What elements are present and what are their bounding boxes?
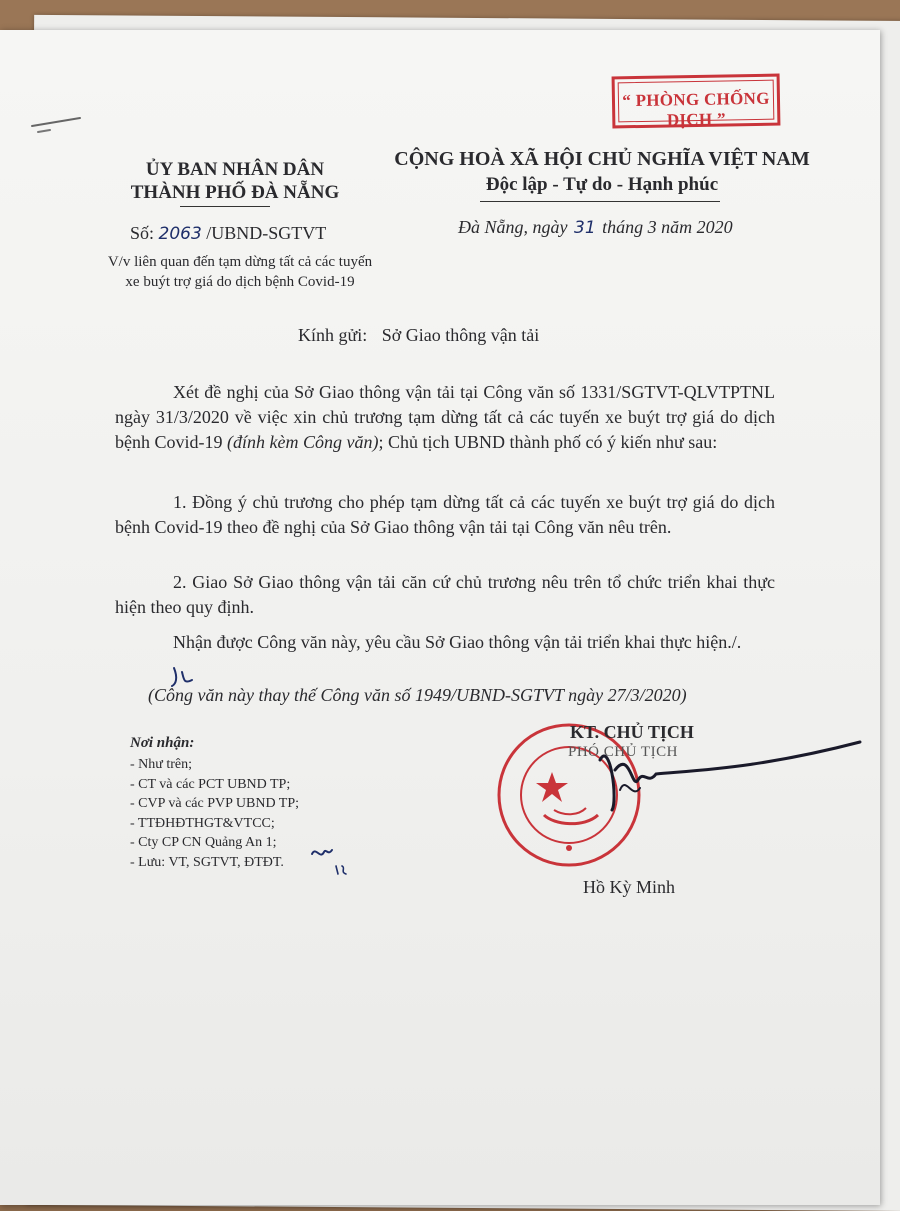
handwritten-signature	[560, 730, 870, 820]
recipient-item: - CVP và các PVP UBND TP;	[130, 796, 300, 811]
org-underline	[180, 206, 270, 207]
body-paragraph-1	[115, 380, 775, 455]
pencil-scratch-mark	[20, 108, 110, 138]
org-line-2: THÀNH PHỐ ĐÀ NẴNG	[130, 182, 340, 203]
subject-summary	[95, 252, 385, 292]
greeting-label: Kính gửi:	[298, 325, 368, 345]
body-closing: Nhận được Công văn này, yêu cầu Sở Giao thông vận tải triển khai thực hiện./.	[173, 632, 742, 652]
subject-line-1: V/v liên quan đến tạm dừng tất cả các tuyến	[107, 254, 373, 270]
recipient-item: - Như trên;	[130, 757, 193, 772]
greeting-recipient: Sở Giao thông vận tải	[381, 325, 540, 345]
issuing-organization	[100, 158, 370, 204]
signature-title-2: PHÓ CHỦ TỊCH	[568, 744, 678, 760]
place-date	[458, 217, 733, 238]
para1-text: Xét đề nghị của Sở Giao thông vận tải tại Công văn số 1331/SGTVT-QLVTPTNL ngày 31/3/2020 về việc xin chủ trương tạm dừng tất cả các tuyến xe buýt trợ giá do dịch bệnh Covid-19	[115, 382, 775, 452]
greeting	[298, 325, 539, 346]
recipient-item: - Lưu: VT, SGTVT, ĐTĐT.	[130, 854, 284, 870]
subject-line-2: xe buýt trợ giá do dịch bệnh Covid-19	[125, 274, 355, 290]
body-item-1: 1. Đồng ý chủ trương cho phép tạm dừng tất cả các tuyến xe buýt trợ giá do dịch bệnh Covid-19 theo đề nghị của Sở Giao thông vận tải tại Công văn nêu trên.	[115, 492, 775, 537]
para1-italic: (đính kèm Công văn)	[227, 432, 379, 452]
org-line-1: ỦY BAN NHÂN DÂN	[145, 159, 325, 180]
body-item-2: 2. Giao Sở Giao thông vận tải căn cứ chủ trương nêu trên tổ chức triển khai thực hiện theo quy định.	[115, 572, 775, 617]
recipients-title: Nơi nhận:	[130, 735, 195, 751]
nation-line-1: CỘNG HOÀ XÃ HỘI CHỦ NGHĨA VIỆT NAM	[394, 148, 810, 170]
place-date-suffix: tháng 3 năm 2020	[602, 217, 733, 237]
national-heading	[392, 146, 812, 198]
handwritten-initial-mark-2	[308, 840, 368, 885]
doc-number-prefix: Số:	[130, 223, 155, 243]
date-day-handwritten: 31	[574, 218, 596, 238]
nation-motto: Độc lập - Tự do - Hạnh phúc	[485, 174, 719, 195]
signature-title-1: KT. CHỦ TỊCH	[570, 722, 694, 742]
document-number	[130, 223, 326, 244]
para1-tail: ; Chủ tịch UBND thành phố có ý kiến như sau:	[378, 432, 718, 452]
document-page	[0, 30, 880, 1205]
recipient-item: - CT và các PCT UBND TP;	[130, 776, 291, 792]
stamp-text: “ PHÒNG CHỐNG DỊCH ”	[622, 88, 770, 130]
motto-underline	[480, 201, 720, 202]
recipient-item: - Cty CP CN Quảng An 1;	[130, 835, 277, 850]
replacement-note: (Công văn này thay thế Công văn số 1949/UBND-SGTVT ngày 27/3/2020)	[148, 685, 687, 705]
doc-number-handwritten: 2063	[158, 224, 202, 244]
epidemic-stamp	[612, 74, 781, 129]
place-date-prefix: Đà Nẵng, ngày	[458, 217, 568, 237]
recipient-item: - TTĐHĐTHGT&VTCC;	[130, 815, 275, 831]
recipients-list	[130, 755, 299, 872]
doc-number-suffix: /UBND-SGTVT	[206, 223, 327, 243]
signer-name: Hồ Kỳ Minh	[583, 877, 676, 897]
